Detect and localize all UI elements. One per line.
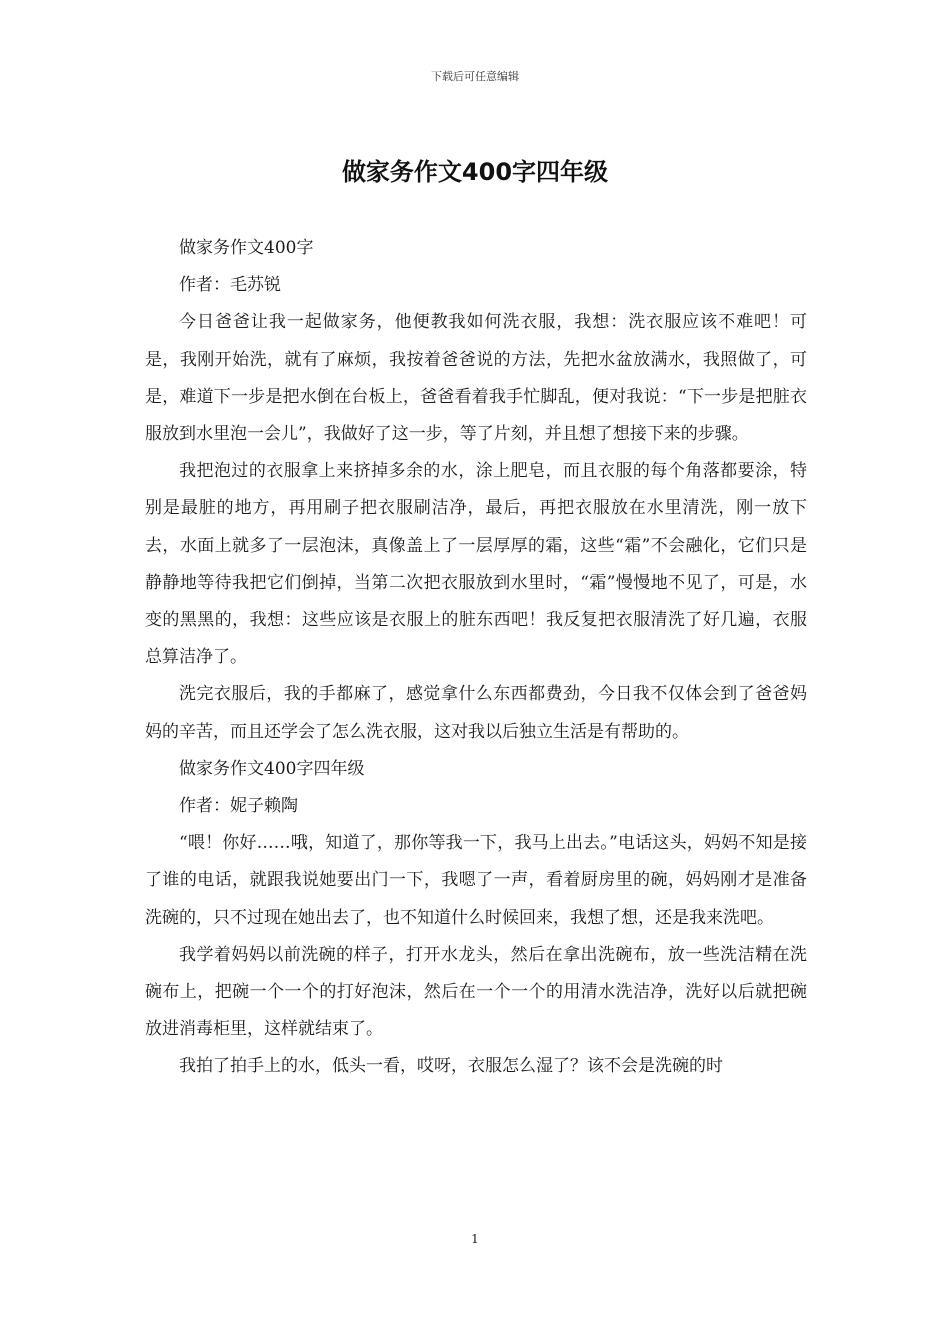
paragraph: 我拍了拍手上的水，低头一看，哎呀，衣服怎么湿了？该不会是洗碗的时 [179,1056,723,1077]
header-note: 下载后可任意编辑 [431,70,519,83]
subheading-essay-2: 做家务作文400字四年级 [179,758,365,779]
paragraph: “喂！你好……哦，知道了，那你等我一下，我马上出去。”电话这头，妈妈不知是接了谁的电话，就跟我说她要出门一下，我嗯了一声，看着厨房里的碗，妈妈刚才是准备洗碗的，只不过现在她出去了，也不知道什么时候回来，我想了想，还是我来洗吧。 [145,833,807,928]
page-number: 1 [471,1232,479,1246]
paragraph: 我把泡过的衣服拿上来挤掉多余的水，涂上肥皂，而且衣服的每个角落都要涂，特别是最脏的地方，再用刷子把衣服刷洁净，最后，再把衣服放在水里清洗，刚一放下去，水面上就多了一层泡沫，真像盖上了一层厚厚的霜，这些“霜”不会融化，它们只是静静地等待我把它们倒掉，当第二次把衣服放到水里时，“霜”慢慢地不见了，可是，水变的黑黑的，我想：这些应该是衣服上的脏东西吧！我反复把衣服清洗了好几遍，衣服总算洁净了。 [145,461,807,668]
paragraph: 洗完衣服后，我的手都麻了，感觉拿什么东西都费劲，今日我不仅体会到了爸爸妈妈的辛苦，而且还学会了怎么洗衣服，这对我以后独立生活是有帮助的。 [145,684,807,742]
paragraph: 今日爸爸让我一起做家务，他便教我如何洗衣服，我想：洗衣服应该不难吧！可是，我刚开始洗，就有了麻烦，我按着爸爸说的方法，先把水盆放满水，我照做了，可是，难道下一步是把水倒在台板上，爸爸看着我手忙脚乱，便对我说：“下一步是把脏衣服放到水里泡一会儿”，我做好了这一步，等了片刻，并且想了想接下来的步骤。 [145,312,807,445]
document-body [145,230,807,1086]
author-line-2: 作者：妮子赖陶 [179,796,298,817]
document-title: 做家务作文400字四年级 [341,158,609,186]
author-line-1: 作者：毛苏锐 [179,275,281,296]
subheading-essay-1: 做家务作文400字 [179,238,314,258]
paragraph: 我学着妈妈以前洗碗的样子，打开水龙头，然后在拿出洗碗布，放一些洗洁精在洗碗布上，把碗一个一个的打好泡沫，然后在一个一个的用清水洗洁净，洗好以后就把碗放进消毒柜里，这样就结束了。 [145,944,807,1040]
